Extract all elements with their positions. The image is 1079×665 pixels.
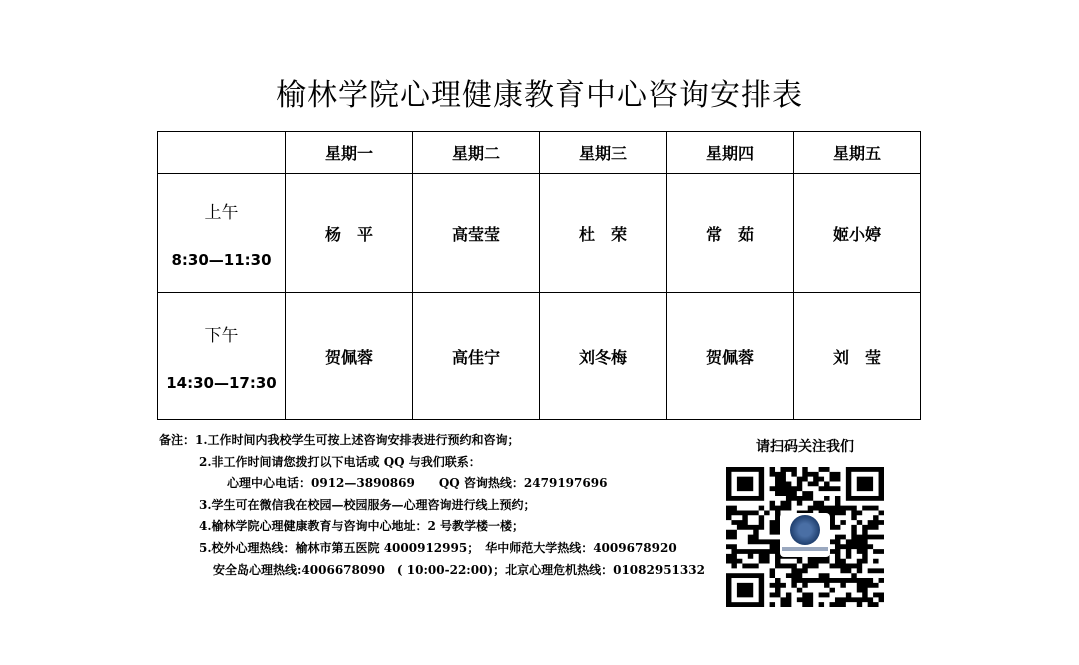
notes-block xyxy=(159,430,719,581)
schedule-table xyxy=(157,131,921,420)
qr-finder-pattern xyxy=(726,467,764,501)
staff-cell: 贺佩蓉 xyxy=(286,293,413,420)
staff-cell: 杨 平 xyxy=(286,174,413,293)
day-header: 星期二 xyxy=(413,132,540,174)
staff-cell: 高佳宁 xyxy=(413,293,540,420)
note-line: 5.校外心理热线：榆林市第五医院 4000912995； 华中师范大学热线：4009678920 xyxy=(199,540,677,555)
staff-cell: 刘 莹 xyxy=(794,293,921,420)
day-header: 星期五 xyxy=(794,132,921,174)
table-row xyxy=(158,293,921,420)
staff-cell: 姬小婷 xyxy=(794,174,921,293)
period-time: 14:30—17:30 xyxy=(166,373,277,392)
note-line: 4.榆林学院心理健康教育与咨询中心地址：2 号教学楼一楼； xyxy=(199,519,525,534)
staff-cell: 杜 荣 xyxy=(540,174,667,293)
table-header-row xyxy=(158,132,921,174)
corner-cell xyxy=(158,132,286,174)
qr-caption: 请扫码关注我们 xyxy=(756,439,854,455)
staff-cell: 常 茹 xyxy=(667,174,794,293)
period-cell xyxy=(158,174,286,293)
qr-finder-pattern xyxy=(726,573,764,607)
note-line: 2.非工作时间请您拨打以下电话或 QQ 与我们联系： xyxy=(199,454,481,469)
page-title: 榆林学院心理健康教育中心咨询安排表 xyxy=(276,78,803,113)
table-row xyxy=(158,174,921,293)
qr-code-icon xyxy=(726,467,884,607)
note-line: 3.学生可在微信我在校园—校园服务—心理咨询进行线上预约； xyxy=(199,497,536,512)
day-header: 星期四 xyxy=(667,132,794,174)
qr-finder-pattern xyxy=(846,467,884,501)
staff-cell: 高莹莹 xyxy=(413,174,540,293)
note-line: 安全岛心理热线:4006678090 ( 10:00-22:00)；北京心理危机热线：01082951332 xyxy=(213,562,705,577)
qr-section xyxy=(726,436,884,607)
qr-logo-icon xyxy=(780,513,830,557)
note-line: 心理中心电话：0912—3890869 QQ 咨询热线：2479197696 xyxy=(227,476,608,491)
staff-cell: 刘冬梅 xyxy=(540,293,667,420)
staff-cell: 贺佩蓉 xyxy=(667,293,794,420)
day-header: 星期一 xyxy=(286,132,413,174)
period-cell xyxy=(158,293,286,420)
day-header: 星期三 xyxy=(540,132,667,174)
period-time: 8:30—11:30 xyxy=(171,250,272,269)
note-line: 备注：1.工作时间内我校学生可按上述咨询安排表进行预约和咨询； xyxy=(159,433,520,447)
period-label: 下午 xyxy=(204,325,239,346)
period-label: 上午 xyxy=(204,202,239,223)
